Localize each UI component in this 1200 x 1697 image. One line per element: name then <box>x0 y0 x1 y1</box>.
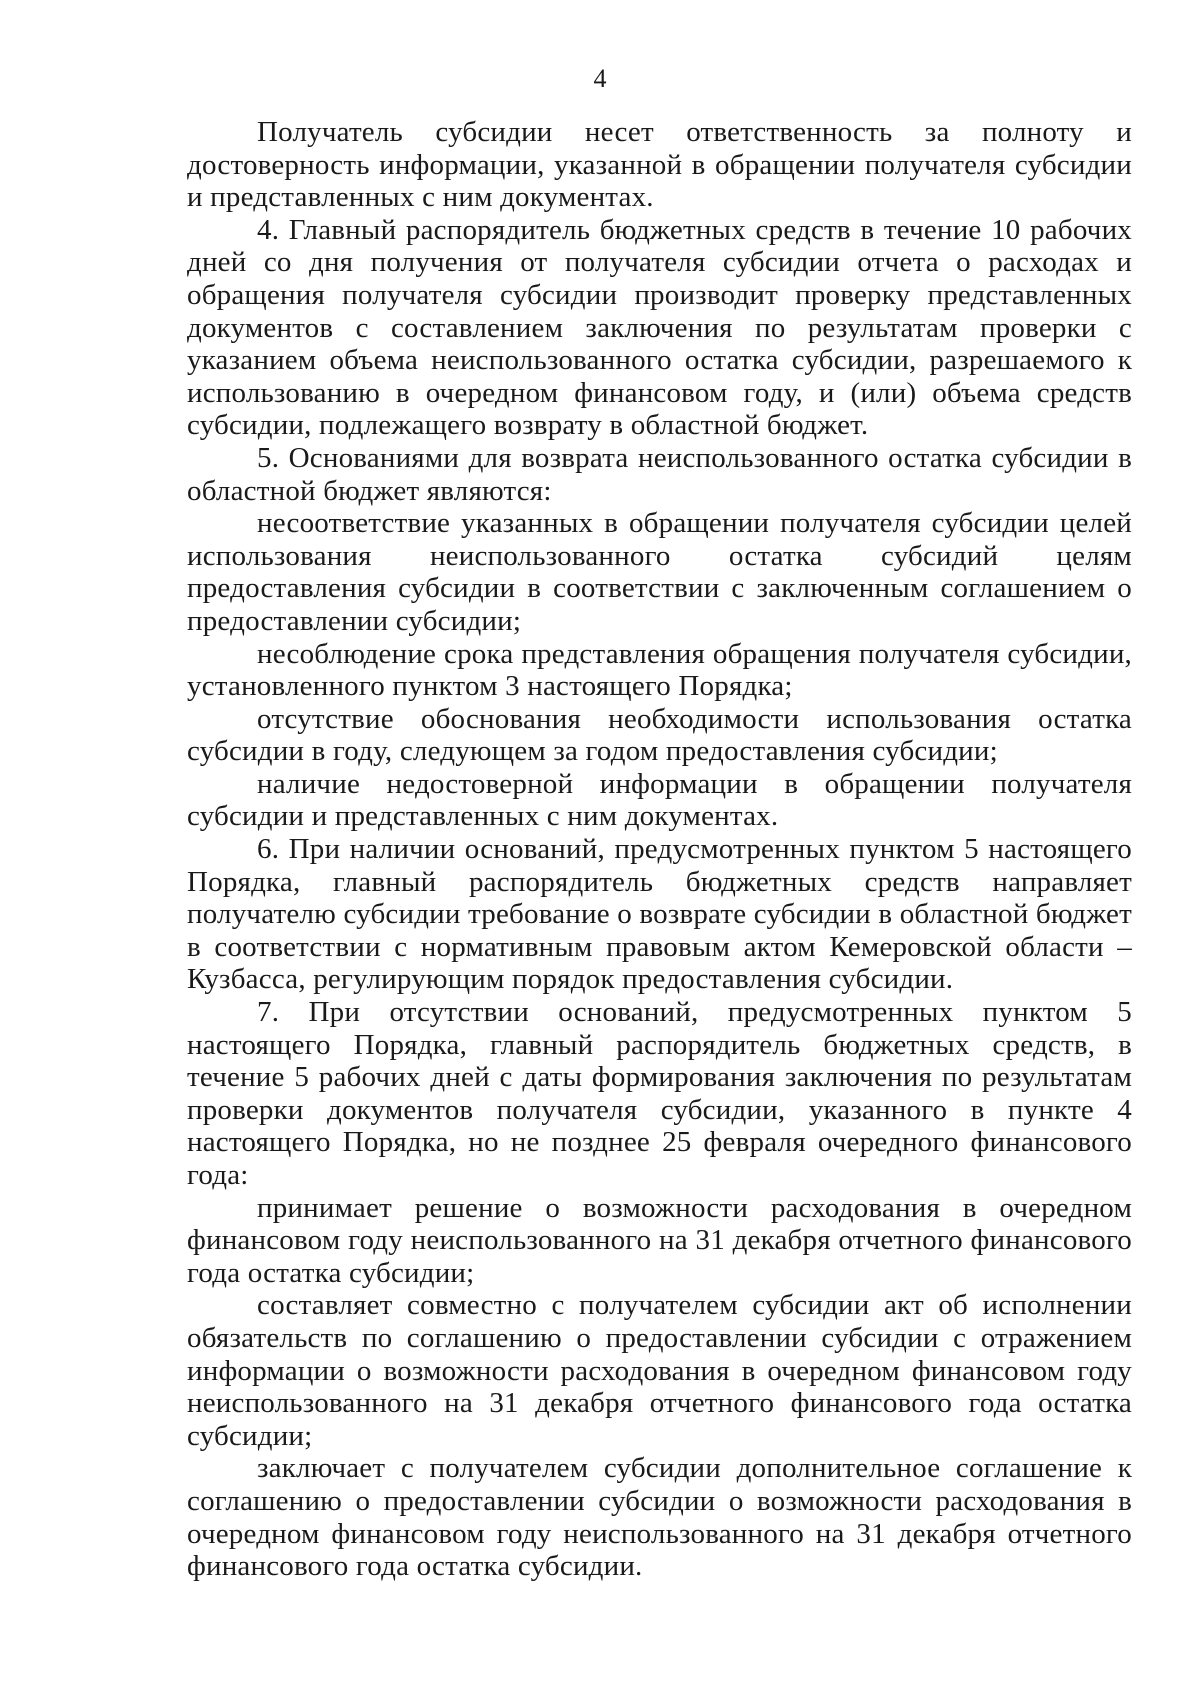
paragraph-item-6: 6. При наличии оснований, предусмотренных пунктом 5 настоящего Порядка, главный распорядитель бюджетных средств направляет получателю субсидии требование о возврате субсидии в областной бюджет в соответствии с нормативным правовым актом Кемеровской области – Кузбасса, регулирующим порядок предоставления субсидии. <box>187 833 1132 996</box>
paragraph-item-4: 4. Главный распорядитель бюджетных средств в течение 10 рабочих дней со дня получения от получателя субсидии отчета о расходах и обращения получателя субсидии производит проверку представленных документов с составлением заключения по результатам проверки с указанием объема неиспользованного остатка субсидии, разрешаемого к использованию в очередном финансовом году, и (или) объема средств субсидии, подлежащего возврату в областной бюджет. <box>187 213 1132 442</box>
paragraph-item-5-reason-4: наличие недостоверной информации в обращении получателя субсидии и представленных с ним документах. <box>187 767 1132 833</box>
page-number: 4 <box>593 64 607 93</box>
paragraph-item-5-reason-1: несоответствие указанных в обращении получателя субсидии целей использования неиспользованного остатка субсидий целям предоставления субсидии в соответствии с заключенным соглашением о предоставлении субсидии; <box>187 507 1132 637</box>
paragraph-recipient-responsibility: Получатель субсидии несет ответственность за полноту и достоверность информации, указанной в обращении получателя субсидии и представленных с ним документах. <box>187 116 1132 214</box>
paragraph-item-7: 7. При отсутствии оснований, предусмотренных пунктом 5 настоящего Порядка, главный распорядитель бюджетных средств, в течение 5 рабочих дней с даты формирования заключения по результатам проверки документов получателя субсидии, указанного в пункте 4 настоящего Порядка, но не позднее 25 февраля очередного финансового года: <box>187 996 1132 1191</box>
paragraph-item-5: 5. Основаниями для возврата неиспользованного остатка субсидии в областной бюджет являются: <box>187 441 1132 507</box>
paragraph-item-5-reason-2: несоблюдение срока представления обращения получателя субсидии, установленного пунктом 3 настоящего Порядка; <box>187 637 1132 703</box>
paragraph-item-5-reason-3: отсутствие обоснования необходимости использования остатка субсидии в году, следующем за годом предоставления субсидии; <box>187 702 1132 768</box>
paragraph-item-7-action-1: принимает решение о возможности расходования в очередном финансовом году неиспользованного на 31 декабря отчетного финансового года остатка субсидии; <box>187 1191 1132 1289</box>
document-body <box>187 116 1132 1583</box>
paragraph-item-7-action-3: заключает с получателем субсидии дополнительное соглашение к соглашению о предоставлении субсидии о возможности расходования в очередном финансовом году неиспользованного на 31 декабря отчетного финансового года остатка субсидии. <box>187 1452 1132 1583</box>
paragraph-item-7-action-2: составляет совместно с получателем субсидии акт об исполнении обязательств по соглашению о предоставлении субсидии с отражением информации о возможности расходования в очередном финансовом году неиспользованного на 31 декабря отчетного финансового года остатка субсидии; <box>187 1289 1132 1452</box>
